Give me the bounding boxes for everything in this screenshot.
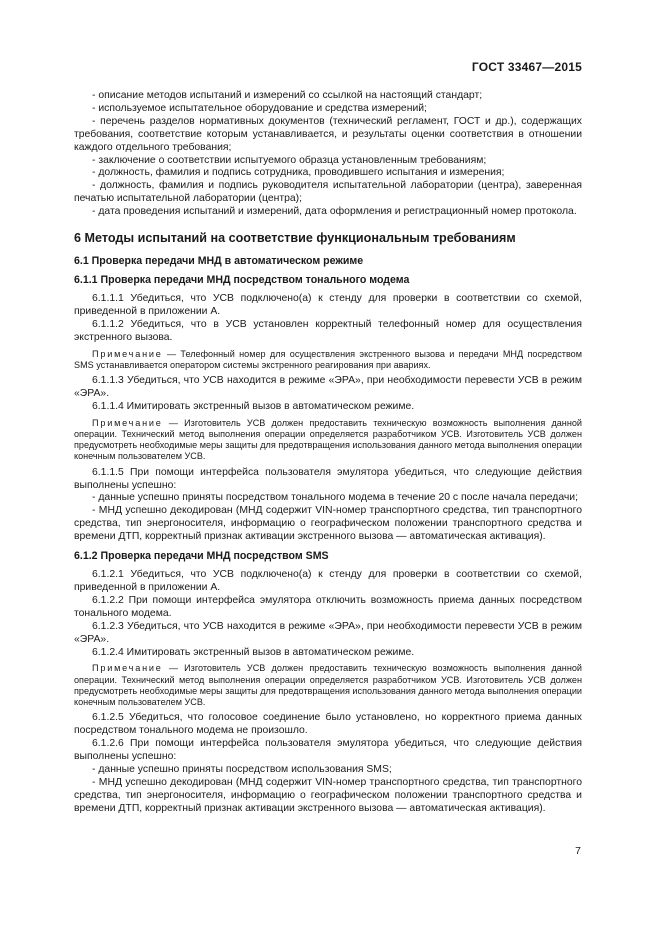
list-item: - дата проведения испытаний и измерений, дата оформления и регистрационный номер протокола. bbox=[92, 206, 577, 218]
list-item: - данные успешно приняты посредством использования SMS; bbox=[92, 763, 392, 775]
paragraph-6-1-1-2: 6.1.1.2 Убедиться, что в УСВ установлен корректный телефонный номер для осуществления экстренного вызова. bbox=[74, 318, 582, 343]
page-number: 7 bbox=[575, 845, 581, 857]
paragraph-6-1-1-4: 6.1.1.4 Имитировать экстренный вызов в автоматическом режиме. bbox=[92, 400, 415, 412]
list-item: - описание методов испытаний и измерений со ссылкой на настоящий стандарт; bbox=[92, 90, 483, 101]
note-text: — Изготовитель УСВ должен предоставить техническую возможность выполнения данной операции. Технический метод выполнения операции определяется разработчиком УСВ. Изготовитель УСВ должен предусмотреть необходимые меры защиты для предотвращения использования данного метода выполнения операции конечным пользователем УСВ. bbox=[74, 663, 582, 708]
paragraph-6-1-1-1: 6.1.1.1 Убедиться, что УСВ подключено(а) к стенду для проверки в соответствии со схемой, приведенной в приложении А. bbox=[74, 293, 582, 317]
paragraph-6-1-2-5: 6.1.2.5 Убедиться, что голосовое соединение было установлено, но корректного приема данных посредством тонального модема не произошло. bbox=[74, 712, 582, 737]
list-item: - МНД успешно декодирован (МНД содержит VIN-номер транспортного средства, тип транспортного средства, тип энергоносителя, информацию о географическом положении транспортного средства и времени ДТП, корректный признак активации экстренного вызова — автоматическая активация). bbox=[74, 505, 582, 543]
paragraph-6-1-1-3: 6.1.1.3 Убедиться, что УСВ находится в режиме «ЭРА», при необходимости перевести УСВ в режим «ЭРА». bbox=[74, 375, 582, 399]
note-label: Примечание bbox=[92, 663, 163, 674]
section-6-1-2-heading: 6.1.2 Проверка передачи МНД посредством SMS bbox=[74, 550, 329, 563]
note-6-1-1-2 bbox=[74, 349, 582, 371]
paragraph-6-1-1-5: 6.1.1.5 При помощи интерфейса пользователя эмулятора убедиться, что следующие действия выполнены успешно: bbox=[74, 466, 582, 491]
paragraph-6-1-2-2: 6.1.2.2 При помощи интерфейса эмулятора отключить возможность приема данных посредством тонального модема. bbox=[74, 594, 582, 619]
note-label: Примечание bbox=[92, 348, 163, 359]
note-6-1-1-4 bbox=[74, 418, 582, 463]
paragraph-6-1-2-1: 6.1.2.1 Убедиться, что УСВ подключено(а) к стенду для проверки в соответствии со схемой, приведенной в приложении А. bbox=[74, 569, 582, 593]
paragraph-6-1-2-6: 6.1.2.6 При помощи интерфейса пользователя эмулятора убедиться, что следующие действия выполнены успешно: bbox=[74, 738, 582, 762]
note-6-1-2-4 bbox=[74, 663, 582, 708]
paragraph-6-1-2-4: 6.1.2.4 Имитировать экстренный вызов в автоматическом режиме. bbox=[92, 646, 415, 658]
section-6-1-1-heading: 6.1.1 Проверка передачи МНД посредством тонального модема bbox=[74, 274, 410, 287]
list-item: - должность, фамилия и подпись сотрудника, проводившего испытания и измерения; bbox=[92, 167, 505, 179]
list-item: - заключение о соответствии испытуемого образца установленным требованиям; bbox=[92, 154, 487, 166]
list-item: - данные успешно приняты посредством тонального модема в течение 20 с после начала передачи; bbox=[92, 492, 578, 504]
note-label: Примечание bbox=[92, 417, 163, 428]
list-item: - МНД успешно декодирован (МНД содержит VIN-номер транспортного средства, тип транспортного средства, тип энергоносителя, информацию о географическом положении транспортного средства и времени ДТП, корректный признак активации экстренного вызова — автоматическая активация). bbox=[74, 776, 582, 814]
note-text: — Изготовитель УСВ должен предоставить техническую возможность выполнения данной операции. Технический метод выполнения операции определяется разработчиком УСВ. Изготовитель УСВ должен предусмотреть необходимые меры защиты для предотвращения использования данного метода выполнения операции конечным пользователем УСВ. bbox=[74, 417, 582, 462]
section-6-1-heading: 6.1 Проверка передачи МНД в автоматическом режиме bbox=[74, 255, 364, 268]
list-item: - должность, фамилия и подпись руководителя испытательной лаборатории (центра), заверенная печатью испытательной лаборатории (центра); bbox=[74, 180, 582, 205]
document-code: ГОСТ 33467—2015 bbox=[471, 60, 582, 74]
list-item: - перечень разделов нормативных документов (технический регламент, ГОСТ и др.), содержащих требования, соответствие которым устанавливается, и результаты оценки соответствия в отношении каждого отдельного требования; bbox=[74, 115, 582, 153]
paragraph-6-1-2-3: 6.1.2.3 Убедиться, что УСВ находится в режиме «ЭРА», при необходимости перевести УСВ в режим «ЭРА». bbox=[74, 620, 582, 645]
list-item: - используемое испытательное оборудование и средства измерений; bbox=[92, 102, 427, 114]
section-6-heading: 6 Методы испытаний на соответствие функциональным требованиям bbox=[74, 231, 516, 246]
note-text: — Телефонный номер для осуществления экстренного вызова и передачи МНД посредством SMS устанавливается оператором системы экстренного реагирования при авариях. bbox=[74, 348, 582, 370]
page-content bbox=[74, 90, 582, 815]
